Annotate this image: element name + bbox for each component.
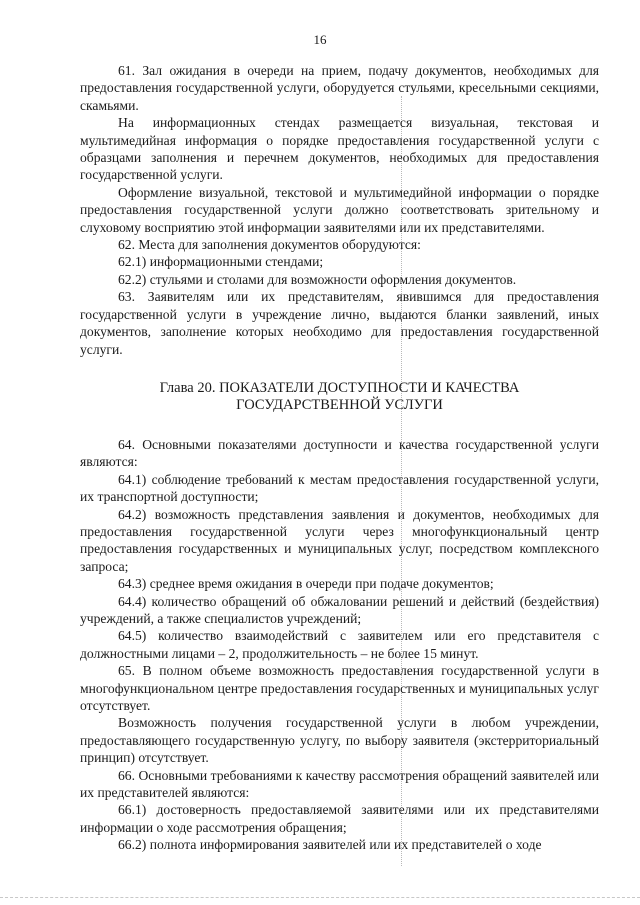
paragraph-extraterritorial: Возможность получения государственной услуги в любом учреждении, предоставляющего государственную услугу, по выбору заявителя (экстерриториальный принцип) отсутствует. xyxy=(80,715,599,766)
paragraph-64-1: 64.1) соблюдение требований к местам предоставления государственной услуги, их транспортной доступности; xyxy=(80,471,599,505)
page-number: 16 xyxy=(313,32,327,47)
paragraph-64-5: 64.5) количество взаимодействий с заявителем или его представителя с должностными лицами – 2, продолжительность – не более 15 минут. xyxy=(80,628,599,661)
paragraph-62-1: 62.1) информационными стендами; xyxy=(118,254,324,270)
paragraph-64-2: 64.2) возможность представления заявления и документов, необходимых для предоставления государственной услуги через многофункциональный центр предоставления государственных и муниципальных услуг, посредством комплексного запроса; xyxy=(80,506,599,574)
chapter-title-line-1: Глава 20. ПОКАЗАТЕЛИ ДОСТУПНОСТИ И КАЧЕСТВА xyxy=(159,379,520,396)
paragraph-66-1: 66.1) достоверность предоставляемой заявителями или их представителями информации о ходе рассмотрения обращения; xyxy=(80,802,599,835)
chapter-title-line-2: ГОСУДАРСТВЕННОЙ УСЛУГИ xyxy=(236,396,443,413)
paragraph-64-3: 64.3) среднее время ожидания в очереди при подаче документов; xyxy=(118,576,494,592)
paragraph-62-2: 62.2) стульями и столами для возможности оформления документов. xyxy=(118,271,517,287)
paragraph-64: 64. Основными показателями доступности и качества государственной услуги являются: xyxy=(80,436,599,470)
document-body xyxy=(80,62,599,854)
paragraph-64-4: 64.4) количество обращений об обжаловании решений и действий (бездействия) учреждений, а также специалистов учреждений; xyxy=(80,593,599,626)
paragraph-61: 61. Зал ожидания в очереди на прием, подачу документов, необходимых для предоставления государственной услуги, оборудуется стульями, кресельными секциями, скамьями. xyxy=(80,63,599,113)
paragraph-63: 63. Заявителям или их представителям, явившимся для предоставления государственной услуги в учреждение лично, выдаются бланки заявлений, иных документов, заполнение которых необходимо для предоставления государственной услуги. xyxy=(80,289,599,357)
chapter-heading xyxy=(80,380,599,414)
paragraph-info-stands: На информационных стендах размещается визуальная, текстовая и мультимедийная информация о порядке предоставления государственной услуги с образцами заполнения и перечнем документов, необходимых для предоставления государственной услуги. xyxy=(80,115,599,183)
paragraph-66-2: 66.2) полнота информирования заявителей или их представителей о ходе xyxy=(118,837,542,853)
bottom-scan-edge xyxy=(0,897,640,898)
paragraph-62: 62. Места для заполнения документов оборудуются: xyxy=(118,237,421,253)
paragraph-65: 65. В полном объеме возможность предоставления государственной услуги в многофункциональном центре предоставления государственных и муниципальных услуг отсутствует. xyxy=(80,663,599,713)
paragraph-66: 66. Основными требованиями к качеству рассмотрения обращений заявителей или их представителей являются: xyxy=(80,767,599,801)
paragraph-info-design: Оформление визуальной, текстовой и мультимедийной информации о порядке предоставления государственной услуги должно соответствовать зрительному и слуховому восприятию этой информации заявителями или их представителями. xyxy=(80,184,599,235)
